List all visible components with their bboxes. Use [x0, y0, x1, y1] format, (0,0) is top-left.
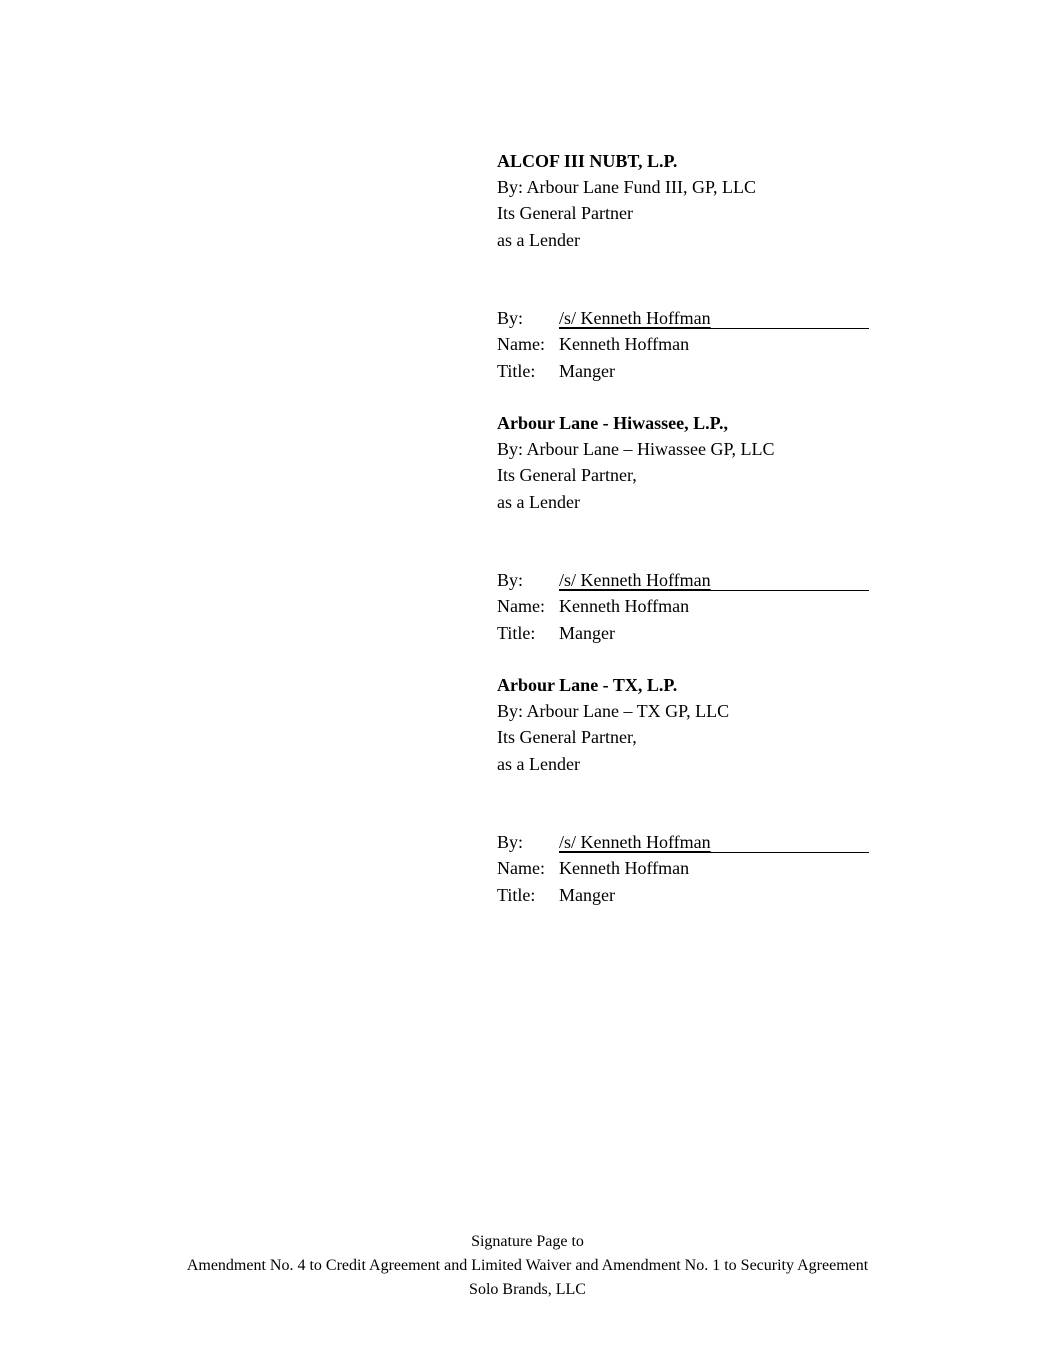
signature-value: /s/ Kenneth Hoffman	[559, 567, 869, 593]
title-label: Title:	[497, 360, 536, 381]
entity-role-line: Its General Partner,	[497, 727, 637, 748]
footer-line-signature-page: Signature Page to	[471, 1233, 584, 1250]
signature-value: /s/ Kenneth Hoffman	[559, 829, 869, 855]
footer-line-agreement: Amendment No. 4 to Credit Agreement and Limited Waiver and Amendment No. 1 to Security Agreement	[186, 1257, 869, 1274]
name-value: Kenneth Hoffman	[559, 334, 690, 355]
signature-row	[497, 567, 897, 593]
name-label: Name:	[497, 858, 545, 879]
entity-by-line: By: Arbour Lane – Hiwassee GP, LLC	[497, 439, 775, 460]
signature-block-hiwassee	[497, 410, 897, 646]
footer-line-company: Solo Brands, LLC	[469, 1281, 586, 1298]
entity-role-line: Its General Partner	[497, 203, 633, 224]
title-value: Manger	[559, 360, 615, 381]
signature-row	[497, 305, 897, 331]
entity-name: Arbour Lane - Hiwassee, L.P.,	[497, 413, 729, 433]
name-row	[497, 855, 897, 881]
title-value: Manger	[559, 884, 615, 905]
signature-row	[497, 829, 897, 855]
entity-role-line: Its General Partner,	[497, 465, 637, 486]
entity-by-line: By: Arbour Lane Fund III, GP, LLC	[497, 177, 756, 198]
entity-name: Arbour Lane - TX, L.P.	[497, 675, 678, 695]
name-label: Name:	[497, 334, 545, 355]
entity-capacity-line: as a Lender	[497, 229, 580, 250]
title-label: Title:	[497, 884, 536, 905]
title-row	[497, 620, 897, 646]
name-value: Kenneth Hoffman	[559, 596, 690, 617]
name-row	[497, 593, 897, 619]
entity-by-line: By: Arbour Lane – TX GP, LLC	[497, 701, 730, 722]
title-value: Manger	[559, 622, 615, 643]
title-label: Title:	[497, 622, 536, 643]
name-label: Name:	[497, 596, 545, 617]
name-row	[497, 331, 897, 357]
signature-block-alcof	[497, 148, 897, 384]
by-label: By:	[497, 570, 524, 591]
title-row	[497, 358, 897, 384]
signature-value: /s/ Kenneth Hoffman	[559, 305, 869, 331]
name-value: Kenneth Hoffman	[559, 858, 690, 879]
entity-capacity-line: as a Lender	[497, 753, 580, 774]
by-label: By:	[497, 308, 524, 329]
signature-block-tx	[497, 672, 897, 908]
entity-capacity-line: as a Lender	[497, 491, 580, 512]
page-footer	[0, 1230, 1055, 1302]
by-label: By:	[497, 832, 524, 853]
entity-name: ALCOF III NUBT, L.P.	[497, 151, 678, 171]
title-row	[497, 882, 897, 908]
